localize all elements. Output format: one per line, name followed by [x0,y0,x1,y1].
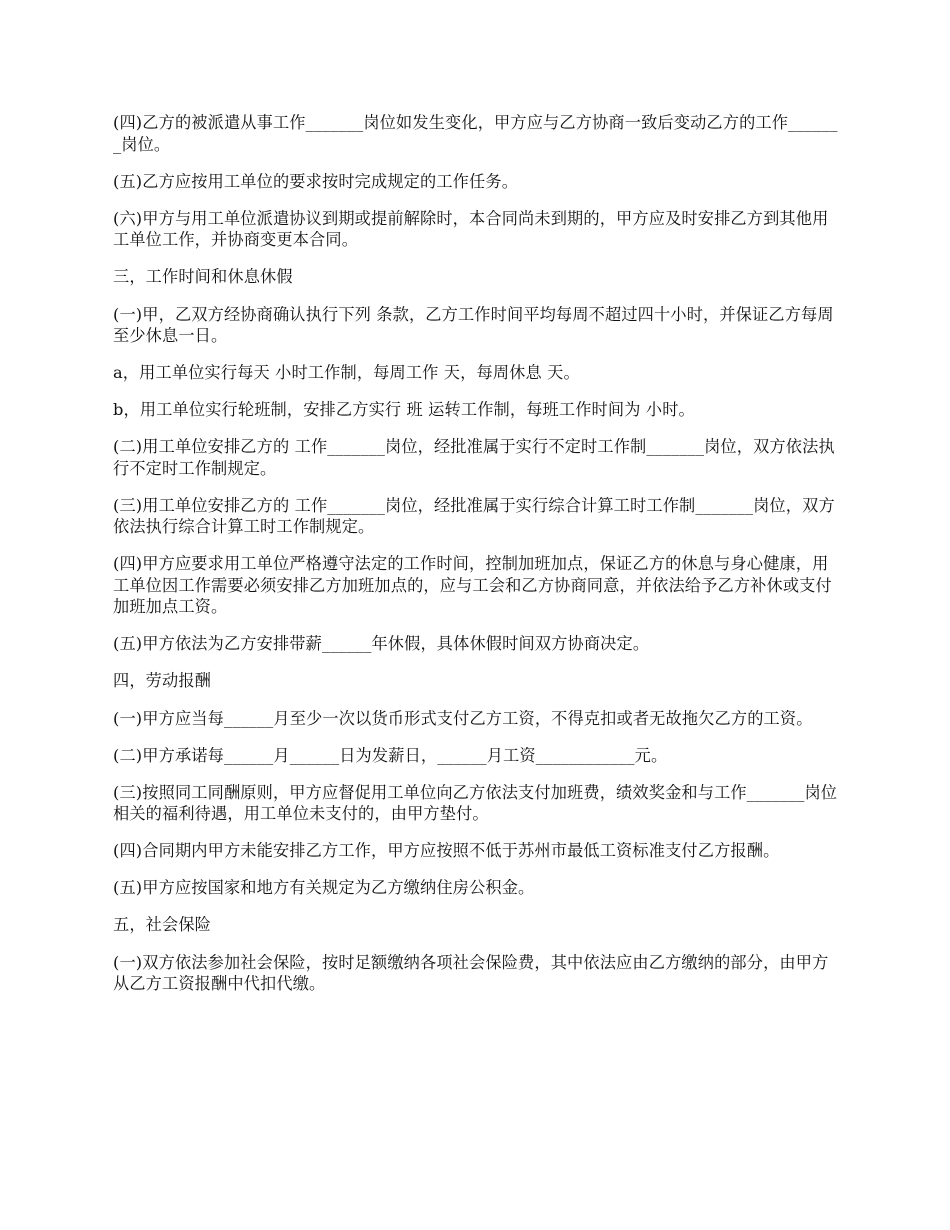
document-body [113,112,843,1010]
section-heading: 四，劳动报酬 [113,671,212,690]
section-heading: 五，社会保险 [113,915,212,934]
clause-paragraph: (二)甲方承诺每______月______日为发薪日，______月工资____________元。 [113,745,668,765]
clause-paragraph: (五)甲方应按国家和地方有关规定为乙方缴纳住房公积金。 [113,878,535,897]
clause-paragraph: (一)甲方应当每______月至少一次以货币形式支付乙方工资，不得克扣或者无故拖欠乙方的工资。 [113,708,813,728]
clause-paragraph: b，用工单位实行轮班制，安排乙方实行 班 运转工作制，每班工作时间为 小时。 [113,400,695,419]
clause-paragraph: (六)甲方与用工单位派遣协议到期或提前解除时，本合同尚未到期的，甲方应及时安排乙方到其他用工单位工作，并协商变更本合同。 [113,208,829,249]
clause-paragraph: (二)用工单位安排乙方的 工作_______岗位，经批准属于实行不定时工作制_______岗位，双方依法执行不定时工作制规定。 [113,437,835,478]
clause-paragraph: (一)双方依法参加社会保险，按时足额缴纳各项社会保险费，其中依法应由乙方缴纳的部分，由甲方从乙方工资报酬中代扣代缴。 [113,952,829,993]
section-heading: 三，工作时间和休息休假 [113,267,293,286]
clause-paragraph: (三)按照同工同酬原则，甲方应督促用工单位向乙方依法支付加班费，绩效奖金和与工作_______岗位相关的福利待遇，用工单位未支付的，由甲方垫付。 [113,782,838,823]
clause-paragraph: (一)甲，乙双方经协商确认执行下列 条款，乙方工作时间平均每周不超过四十小时，并保证乙方每周至少休息一日。 [113,304,834,345]
clause-paragraph: (五)乙方应按用工单位的要求按时完成规定的工作任务。 [113,171,519,191]
clause-paragraph: a，用工单位实行每天 小时工作制，每周工作 天，每周休息 天。 [113,363,580,382]
clause-paragraph: (三)用工单位安排乙方的 工作_______岗位，经批准属于实行综合计算工时工作制_______岗位，双方依法执行综合计算工时工作制规定。 [113,495,835,536]
clause-paragraph: (四)合同期内甲方未能安排乙方工作，甲方应按照不低于苏州市最低工资标准支付乙方报酬。 [113,841,780,860]
clause-paragraph: (五)甲方依法为乙方安排带薪______年休假，具体休假时间双方协商决定。 [113,634,650,653]
clause-paragraph: (四)乙方的被派遣从事工作_______岗位如发生变化，甲方应与乙方协商一致后变动乙方的工作_______岗位。 [113,113,838,154]
clause-paragraph: (四)甲方应要求用工单位严格遵守法定的工作时间，控制加班加点，保证乙方的休息与身心健康，用工单位因工作需要必须安排乙方加班加点的，应与工会和乙方协商同意，并依法给予乙方补休或支付加班加点工资。 [113,554,832,616]
